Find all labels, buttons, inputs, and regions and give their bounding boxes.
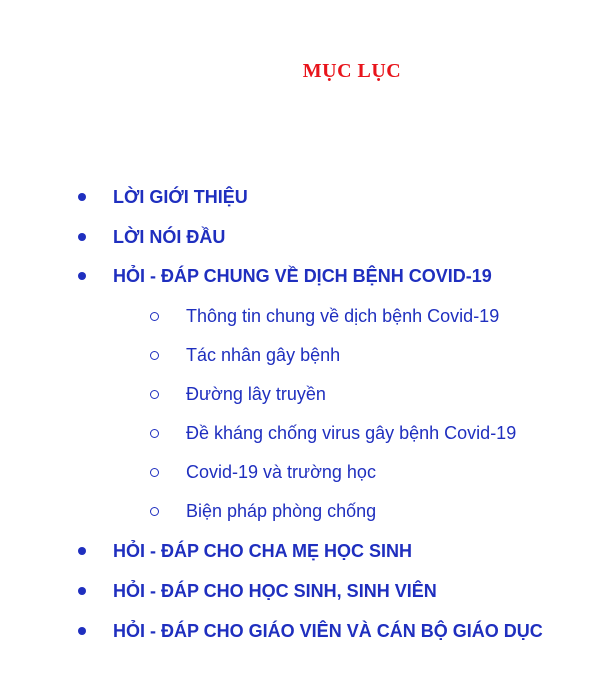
toc-item-teachers-qa[interactable] <box>0 616 604 646</box>
circle-bullet-icon <box>150 429 159 438</box>
toc-item-students-qa[interactable] <box>0 576 604 606</box>
toc-subitem-label: Tác nhân gây bệnh <box>186 344 341 365</box>
toc-item-label: HỎI - ĐÁP CHO GIÁO VIÊN VÀ CÁN BỘ GIÁO DỤC <box>113 620 543 641</box>
toc-subitem-label: Đề kháng chống virus gây bệnh Covid-19 <box>186 422 517 443</box>
toc-subitem-label: Đường lây truyền <box>186 383 326 404</box>
toc-item-parents-qa[interactable] <box>0 536 604 566</box>
toc-subitem-resistance[interactable] <box>0 418 604 448</box>
bullet-icon <box>78 272 86 280</box>
circle-bullet-icon <box>150 351 159 360</box>
bullet-icon <box>78 587 86 595</box>
bullet-icon <box>78 193 86 201</box>
circle-bullet-icon <box>150 312 159 321</box>
toc-subitem-label: Covid-19 và trường học <box>186 461 376 482</box>
toc-item-label: LỜI NÓI ĐẦU <box>113 226 226 247</box>
toc-subitem-label: Biện pháp phòng chống <box>186 500 377 521</box>
circle-bullet-icon <box>150 390 159 399</box>
bullet-icon <box>78 547 86 555</box>
page-title: MỤC LỤC <box>302 60 402 82</box>
toc-subitem-transmission[interactable] <box>0 379 604 409</box>
toc-subitem-label: Thông tin chung về dịch bệnh Covid-19 <box>186 305 500 326</box>
toc-item-general-qa[interactable] <box>0 261 604 291</box>
toc-item-label: HỎI - ĐÁP CHO CHA MẸ HỌC SINH <box>113 540 413 561</box>
toc-subitem-schools[interactable] <box>0 457 604 487</box>
toc-item-label: LỜI GIỚI THIỆU <box>113 186 248 207</box>
toc-subitem-pathogen[interactable] <box>0 340 604 370</box>
circle-bullet-icon <box>150 468 159 477</box>
toc-item-introduction[interactable] <box>0 182 604 212</box>
toc-item-label: HỎI - ĐÁP CHO HỌC SINH, SINH VIÊN <box>113 580 437 601</box>
toc-subitem-general-info[interactable] <box>0 301 604 331</box>
bullet-icon <box>78 627 86 635</box>
toc-item-label: HỎI - ĐÁP CHUNG VỀ DỊCH BỆNH COVID-19 <box>113 265 492 286</box>
toc-item-preface[interactable] <box>0 222 604 252</box>
circle-bullet-icon <box>150 507 159 516</box>
bullet-icon <box>78 233 86 241</box>
toc-subitem-prevention[interactable] <box>0 496 604 526</box>
